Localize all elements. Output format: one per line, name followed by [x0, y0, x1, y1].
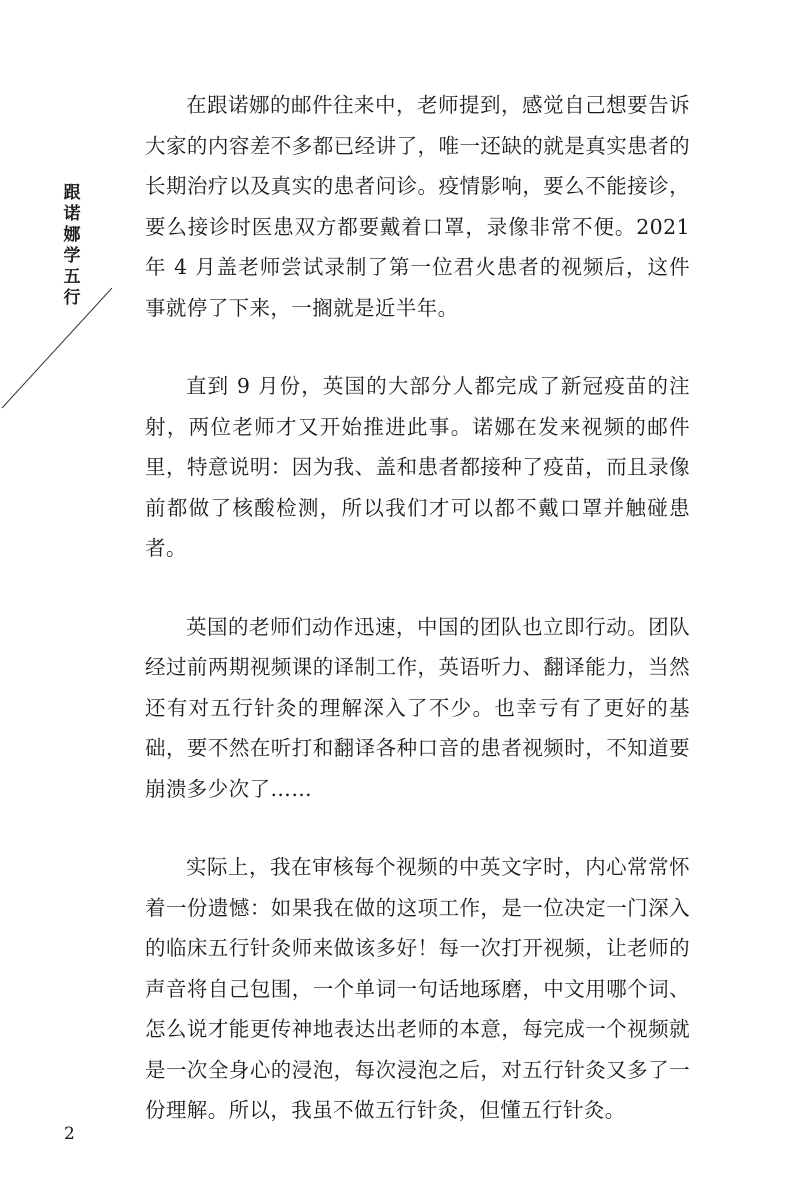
paragraph: 实际上，我在审核每个视频的中英文字时，内心常常怀着一份遗憾：如果我在做的这项工作，是一位决定一门深入的临床五行针灸师来做该多好！每一次打开视频，让老师的声音将自己包围，一个单词一句话地琢磨，中文用哪个词、怎么说才能更传神地表达出老师的本意，每完成一个视频就是一次全身心的浸泡，每次浸泡之后，对五行针灸又多了一份理解。所以，我虽不做五行针灸，但懂五行针灸。 [145, 855, 690, 1122]
paragraph: 英国的老师们动作迅速，中国的团队也立即行动。团队经过前两期视频课的译制工作，英语听力、翻译能力，当然还有对五行针灸的理解深入了不少。也幸亏有了更好的基础，要不然在听打和翻译各种口音的患者视频时，不知道要崩溃多少次了…… [145, 614, 690, 801]
page-number: 2 [64, 1124, 75, 1144]
paragraph: 直到 9 月份，英国的大部分人都完成了新冠疫苗的注射，两位老师才又开始推进此事。诺娜在发来视频的邮件里，特意说明：因为我、盖和患者都接种了疫苗，而且录像前都做了核酸检测，所以我们才可以都不戴口罩并触碰患者。 [145, 374, 690, 560]
decorative-diagonal-line [0, 280, 120, 420]
body-text [145, 85, 690, 1169]
paragraph: 在跟诺娜的邮件往来中，老师提到，感觉自己想要告诉大家的内容差不多都已经讲了，唯一还缺的就是真实患者的长期治疗以及真实的患者问诊。疫情影响，要么不能接诊，要么接诊时医患双方都要戴着口罩，录像非常不便。2021 年 4 月盖老师尝试录制了第一位君火患者的视频后，这件事就停了下来，一搁就是近半年。 [145, 93, 690, 320]
running-header-book-title: 跟诺娜学五行 [63, 183, 81, 308]
